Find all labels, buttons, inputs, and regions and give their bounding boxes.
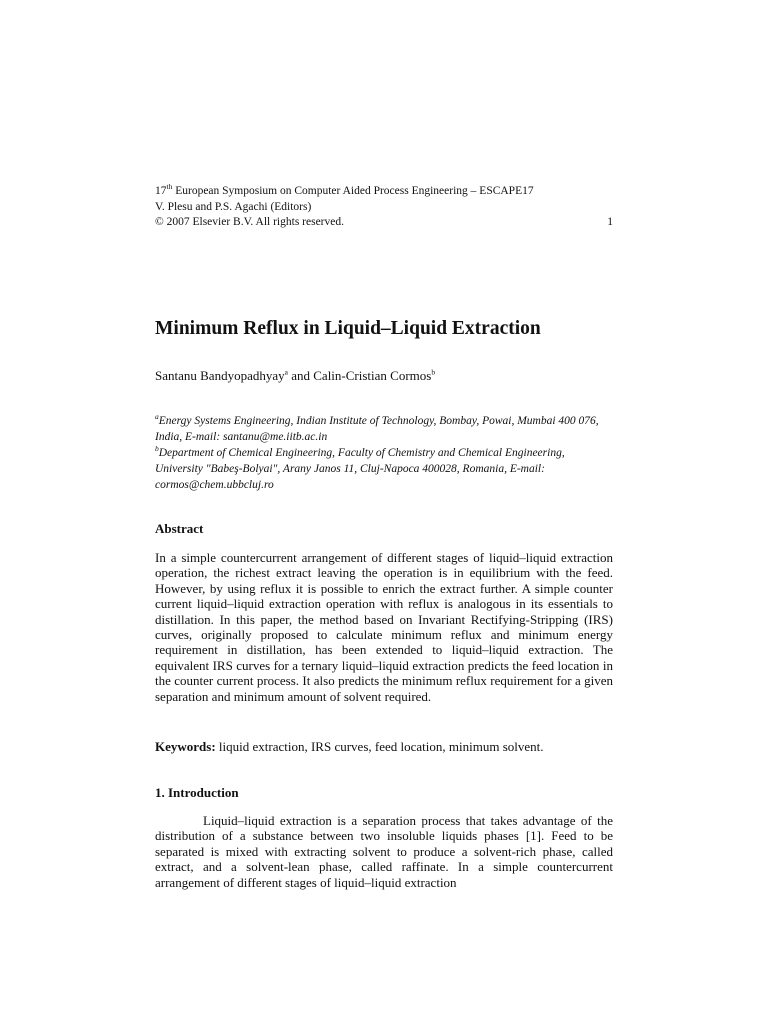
introduction-body: Liquid–liquid extraction is a separation process that takes advantage of the distribution of a substance between two insoluble liquids phases [1]. Feed to be separated is mixed with extracting solvent to produce a solvent-rich phase, called extract, and a solvent-lean phase, called raffinate. In a simple countercurrent arrangement of different stages of liquid–liquid extraction bbox=[155, 813, 613, 890]
affiliation-b-text: Department of Chemical Engineering, Faculty of Chemistry and Chemical Engineering, University "Babeş-Bolyai", Arany Janos 11, Cluj-Napoca 400028, Romania, E-mail: cormos@chem.ubbcluj.ro bbox=[155, 447, 565, 491]
keywords bbox=[155, 739, 613, 755]
publication-header bbox=[155, 184, 613, 231]
keywords-label: Keywords: bbox=[155, 739, 216, 754]
paper-title: Minimum Reflux in Liquid–Liquid Extraction bbox=[155, 318, 541, 339]
affiliation-a bbox=[155, 413, 613, 445]
affiliation-b bbox=[155, 445, 613, 493]
affiliation-a-text: Energy Systems Engineering, Indian Institute of Technology, Bombay, Powai, Mumbai 400 076, India, E-mail: santanu@me.iitb.ac.in bbox=[155, 415, 599, 443]
ordinal-suffix: th bbox=[166, 182, 173, 192]
author-connector: and bbox=[287, 368, 314, 383]
author-2: Calin-Cristian Cormos bbox=[313, 368, 432, 383]
abstract-body: In a simple countercurrent arrangement of different stages of liquid–liquid extraction operation, the richest extract leaving the operation is in equilibrium with the feed. However, by using reflux it is possible to enrich the extract further. A simple counter current liquid–liquid extraction operation with reflux is analogous in its essentials to distillation. In this paper, the method based on Invariant Rectifying-Stripping (IRS) curves, originally proposed to calculate minimum reflux and minimum energy requirement in distillation, has been extended to liquid–liquid extraction. The equivalent IRS curves for a ternary liquid–liquid extraction predicts the feed location in the counter current process. It also predicts the minimum reflux requirement for a given separation and minimum amount of solvent required. bbox=[155, 550, 613, 704]
keywords-text: liquid extraction, IRS curves, feed location, minimum solvent. bbox=[215, 739, 544, 754]
affiliation-b-mark: b bbox=[155, 444, 159, 454]
author-list bbox=[155, 368, 435, 384]
abstract-heading: Abstract bbox=[155, 521, 204, 536]
symposium-ordinal: 17 bbox=[155, 185, 167, 197]
affiliation-a-mark: a bbox=[155, 412, 159, 422]
author-2-affiliation-mark: b bbox=[431, 367, 436, 377]
header-line-3 bbox=[155, 215, 613, 231]
copyright-notice: © 2007 Elsevier B.V. All rights reserved. bbox=[155, 216, 344, 228]
author-1: Santanu Bandyopadhyay bbox=[155, 368, 285, 383]
header-line-2: V. Plesu and P.S. Agachi (Editors) bbox=[155, 200, 312, 213]
affiliations bbox=[155, 413, 613, 493]
symposium-name: European Symposium on Computer Aided Process Engineering – ESCAPE17 bbox=[172, 185, 534, 197]
page-number: 1 bbox=[607, 216, 613, 228]
introduction-heading: 1. Introduction bbox=[155, 785, 239, 800]
header-line-1 bbox=[155, 184, 613, 200]
author-1-affiliation-mark: a bbox=[284, 367, 288, 377]
